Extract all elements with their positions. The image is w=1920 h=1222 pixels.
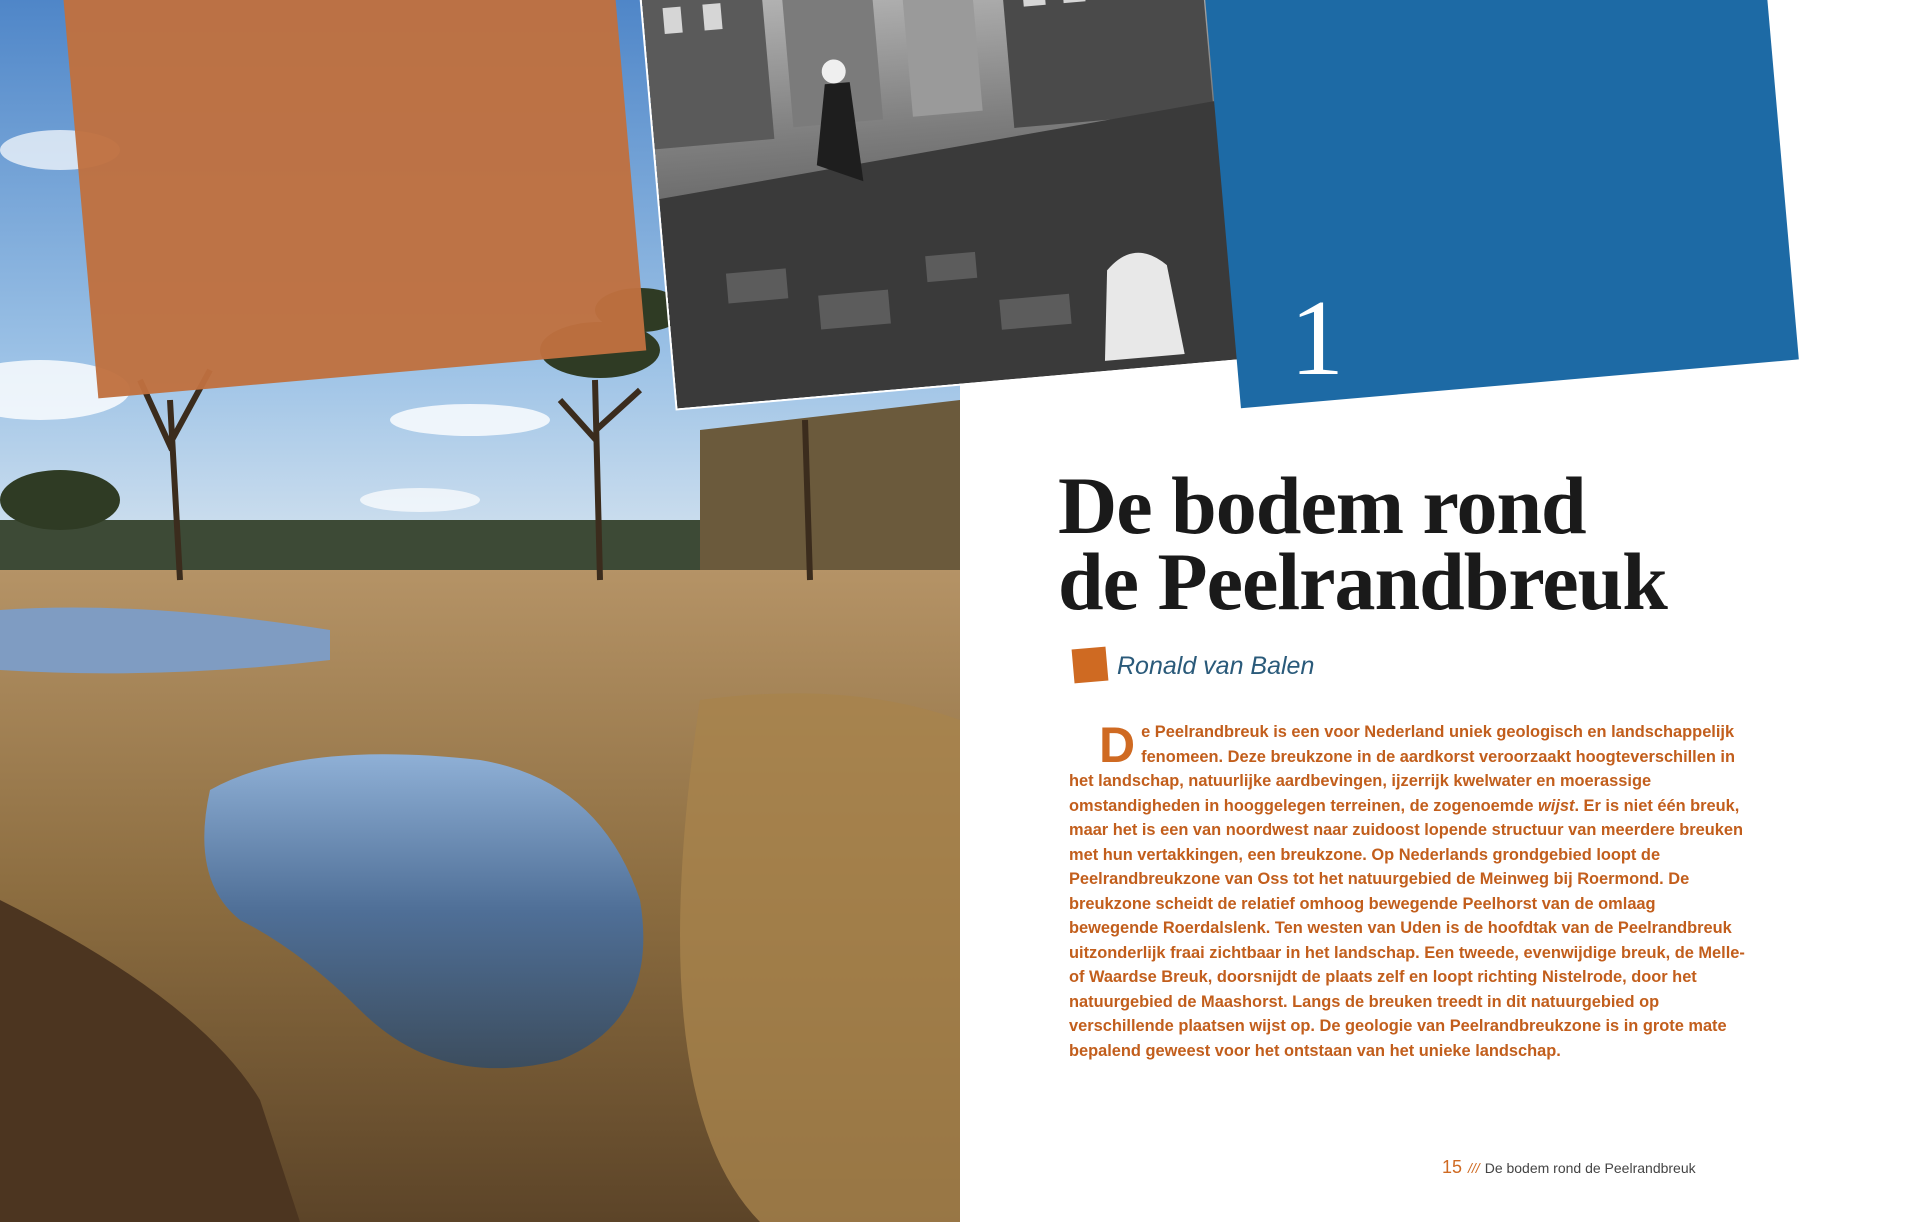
intro-italic-term: wijst <box>1538 796 1575 815</box>
intro-text-part-1: e Peelrandbreuk is een voor Nederland uniek geologisch en landschappelijk fenomeen. Deze breukzone in de aardkorst veroorzaakt hoogteverschillen in het landschap, natuurlijke aardbevingen, ijzerrijk kwelwater en moerassige omstandigheden in hooggelegen terreinen, de zogenoemde <box>1069 723 1735 815</box>
drop-cap: D <box>1099 717 1136 773</box>
intro-text-part-2: . Er is niet één breuk, maar het is een van noordwest naar zuidoost lopende structuur van meerdere breuken met hun vertakkingen, een breukzone. Op Nederlands grondgebied loopt de Peelrandbreukzone van Oss tot het natuurgebied de Meinweg bij Roermond. De breukzone scheidt de relatief omhoog bewegende Peelhorst van de omlaag bewegende Roerdalslenk. Ten westen van Uden is de hoofdtak van de Peelrandbreuk uitzonderlijk fraai zichtbaar in het landschap. Een tweede, evenwijdige breuk, de Melle- of Waardse Breuk, doorsnijdt de plaats zelf en loopt richting Nistelrode, door het natuurgebied de Maashorst. Langs de breuken treedt in dit natuurgebied op verschillende plaatsen wijst op. De geologie van Peelrandbreukzone is in grote mate bepalend geweest voor het ontstaan van het unieke landschap. <box>1069 796 1745 1060</box>
footer-separator: /// <box>1468 1160 1480 1176</box>
chapter-number: 1 <box>1290 279 1344 398</box>
running-title: De bodem rond de Peelrandbreuk <box>1484 1160 1696 1176</box>
author-name: Ronald van Balen <box>1117 652 1315 680</box>
page-number: 15 <box>1442 1157 1463 1177</box>
page-footer <box>1442 1157 1696 1178</box>
black-white-street-works-photo <box>640 0 1245 408</box>
chapter-title <box>1058 460 1818 627</box>
author-marker-square <box>1072 647 1109 684</box>
chapter-title-line-2: de Peelrandbreuk <box>1058 536 1667 627</box>
chapter-title-line-1: De bodem rond <box>1058 460 1586 551</box>
orange-color-block <box>60 0 646 398</box>
intro-paragraph <box>1069 717 1749 1063</box>
